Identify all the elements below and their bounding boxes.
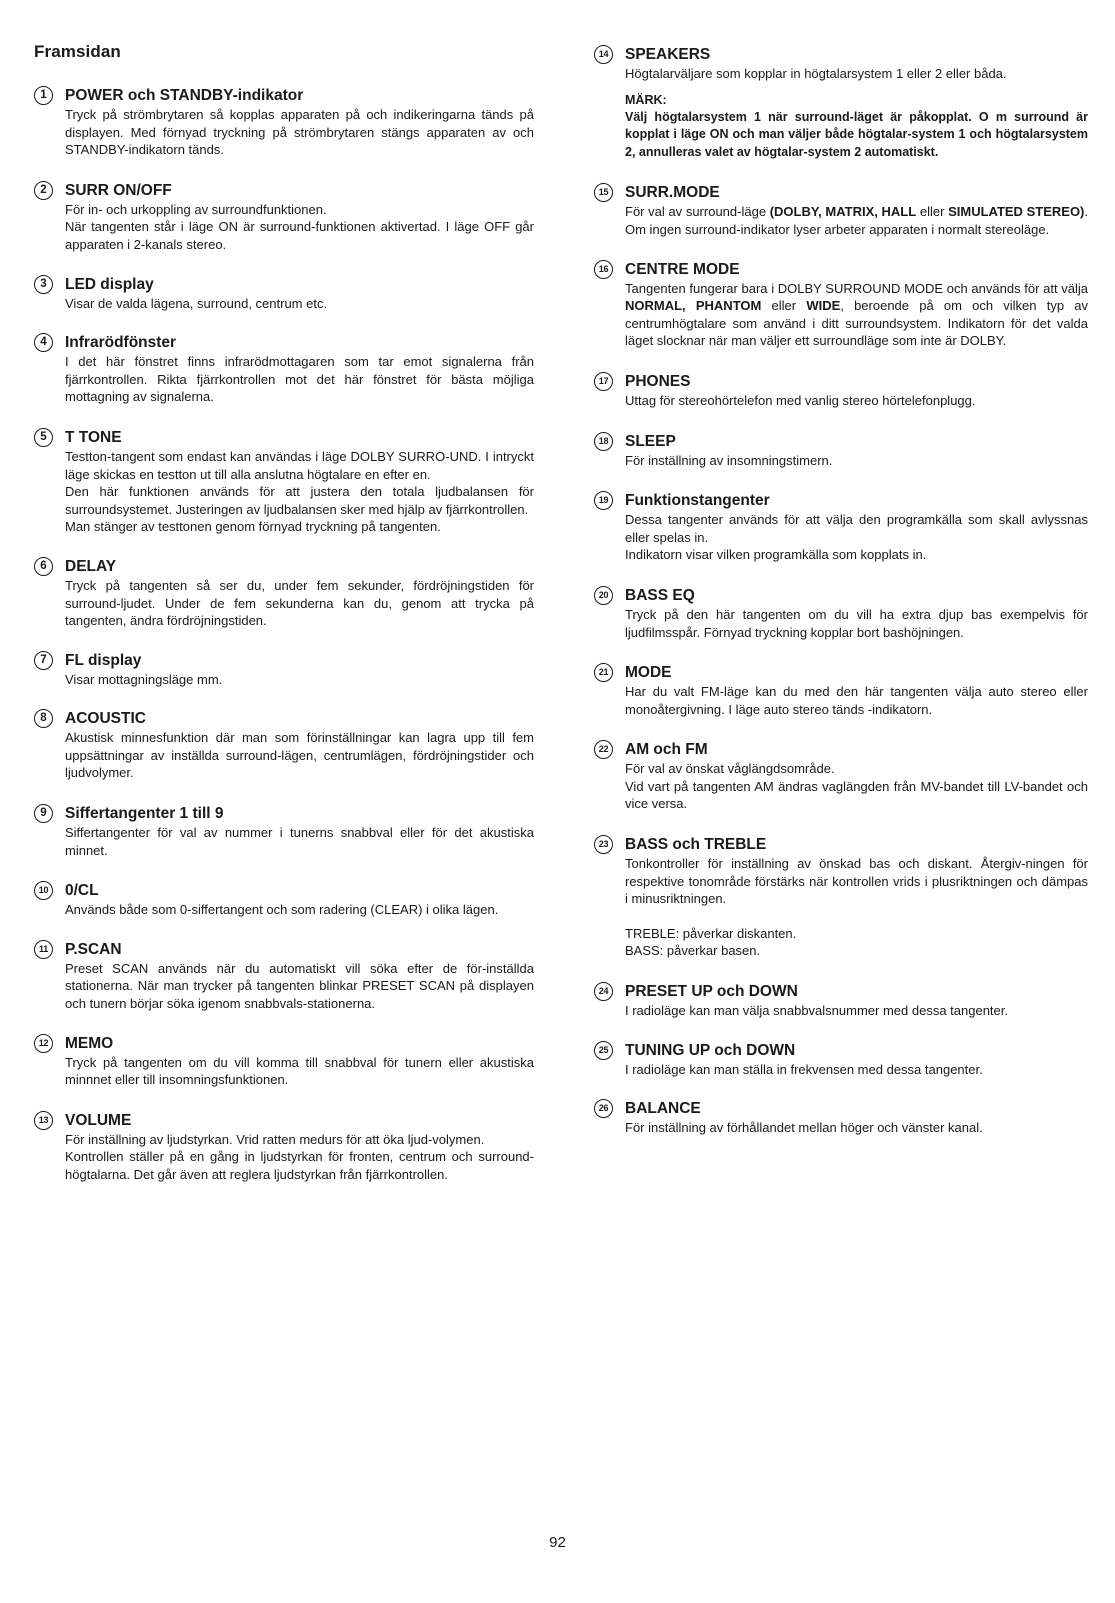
item-number: 19 xyxy=(594,491,613,510)
item-number: 10 xyxy=(34,881,53,900)
item-text: Kontrollen ställer på en gång in ljudstyrkan för fronten, centrum och surround-högtalarna. Det går även att reglera ljudstyrkan från fjärrkontrollen. xyxy=(65,1149,534,1182)
item-title: POWER och STANDBY-indikator xyxy=(65,87,304,104)
item-number: 3 xyxy=(34,275,53,294)
item-title: T TONE xyxy=(65,428,122,446)
item-text: Tryck på strömbrytaren så kopplas apparaten på och indikeringarna tänds på displayen. Med förnyad tryckning på strömbrytaren stängs apparaten av och STANDBY-indikatorn tänds. xyxy=(65,107,534,158)
item-text: Har du valt FM-läge kan du med den här tangenten välja auto stereo eller monoåtergivning. I läge auto stereo tänds -indikatorn. xyxy=(625,684,1088,717)
item-text: Vid vart på tangenten AM ändras vaglängden från MV-bandet till LV-bandet och vice versa. xyxy=(625,778,1088,812)
item-title: BASS och TREBLE xyxy=(625,836,767,854)
item-title: BALANCE xyxy=(625,1100,701,1118)
item-number: 21 xyxy=(594,663,613,682)
list-item xyxy=(34,651,534,689)
item-text: I radioläge kan man ställa in frekvensen med dessa tangenter. xyxy=(625,1061,983,1077)
item-text: Tryck på tangenten så ser du, under fem sekunder, fördröjningstiden för surround-ljudet. Under de fem sekunderna kan du, genom att trycka på tangenten, ändra fördröjningstiden. xyxy=(65,577,534,629)
item-text: För inställning av förhållandet mellan höger och vänster kanal. xyxy=(625,1120,983,1136)
list-item xyxy=(594,260,1088,350)
list-item xyxy=(34,804,534,859)
item-text: Preset SCAN används när du automatiskt vill söka efter de för-inställda stationerna. När man trycker på tangenten blinkar PRESET SCAN på displayen och tunern börjar söka igenom snabbvals-stationerna. xyxy=(65,960,534,1012)
list-item xyxy=(34,881,534,919)
list-item xyxy=(594,183,1088,238)
item-number: 5 xyxy=(34,428,53,447)
item-title: 0/CL xyxy=(65,882,99,900)
item-text: Visar de valda lägena, surround, centrum etc. xyxy=(65,295,328,311)
left-column xyxy=(34,86,534,1184)
item-title: SPEAKERS xyxy=(625,46,711,63)
item-title: P.SCAN xyxy=(65,940,122,958)
list-item xyxy=(594,372,1088,410)
item-number: 24 xyxy=(594,982,613,1001)
item-title: BASS EQ xyxy=(625,586,695,604)
item-text: I radioläge kan man välja snabbvalsnummer med dessa tangenter. xyxy=(625,1003,1008,1019)
list-item xyxy=(594,835,1088,960)
list-item xyxy=(594,45,1088,161)
item-number: 15 xyxy=(594,183,613,202)
item-title: LED display xyxy=(65,275,154,293)
item-text: När tangenten står i läge ON är surround-funktionen aktivertad. I läge OFF går apparaten i 2-kanals stereo. xyxy=(65,219,534,252)
item-text: Testton-tangent som endast kan användas i läge DOLBY SURRO-UND. I intryckt läge skickas en testton ut till alla anslutna högtalare en efter en. xyxy=(65,448,534,482)
list-item xyxy=(34,86,534,159)
item-number: 26 xyxy=(594,1099,613,1118)
item-text: Används både som 0-siffertangent och som radering (CLEAR) i olika lägen. xyxy=(65,902,499,918)
list-item xyxy=(34,275,534,313)
item-title: DELAY xyxy=(65,557,117,575)
item-number: 20 xyxy=(594,586,613,605)
item-text: För inställning av insomningstimern. xyxy=(625,452,833,468)
item-text: För in- och urkoppling av surroundfunktionen. xyxy=(65,201,327,217)
list-item xyxy=(34,709,534,782)
item-number: 25 xyxy=(594,1041,613,1060)
list-item xyxy=(594,586,1088,641)
item-title: TUNING UP och DOWN xyxy=(625,1041,796,1059)
item-title: PRESET UP och DOWN xyxy=(625,983,798,1001)
note-label: MÄRK: xyxy=(625,92,667,107)
item-text: I det här fönstret finns infrarödmottagaren som tar emot signalerna från fjärrkontrollen. Rikta fjärrkontrollen mot det här fönstret för bästa möjliga mottagning av signalerna. xyxy=(65,354,534,405)
page-title: Framsidan xyxy=(34,42,121,61)
list-item xyxy=(34,428,534,536)
item-title: PHONES xyxy=(625,372,691,390)
item-number: 23 xyxy=(594,835,613,854)
item-title: Infrarödfönster xyxy=(65,334,177,352)
item-number: 17 xyxy=(594,372,613,391)
item-number: 22 xyxy=(594,740,613,759)
item-text: Tryck på den här tangenten om du vill ha extra djup bas exempelvis för ljudfilmsspår. Förnyad tryckning kopplar bort bashöjningen. xyxy=(625,606,1088,640)
note-text: Välj högtalarsystem 1 när surround-läget är påkopplat. O m surround är kopplat i läge ON och man väljer både högtalar-system 1 och högtalarsystem 2, annulleras valet av högtalar-system 2 automatiskt. xyxy=(625,109,1088,159)
item-number: 9 xyxy=(34,804,53,823)
item-number: 2 xyxy=(34,181,53,200)
item-number: 14 xyxy=(594,45,613,64)
item-title: CENTRE MODE xyxy=(625,260,740,278)
item-text: Akustisk minnesfunktion där man som förinställningar kan lagra upp till fem uppsättningar av inställda surround-lägen, centrumlägen, fördröjningstider och ljudvolymer. xyxy=(65,730,534,781)
list-item xyxy=(594,663,1088,718)
item-title: MEMO xyxy=(65,1034,114,1052)
item-text: För inställning av ljudstyrkan. Vrid ratten medurs för att öka ljud-volymen. xyxy=(65,1131,485,1147)
item-title: ACOUSTIC xyxy=(65,710,146,728)
item-text: För val av önskat våglängdsområde. xyxy=(625,761,835,777)
list-item xyxy=(34,1034,534,1089)
item-number: 8 xyxy=(34,709,53,728)
list-item xyxy=(594,432,1088,470)
item-number: 13 xyxy=(34,1111,53,1130)
item-text: Dessa tangenter används för att välja den programkälla som skall avlyssnas eller spelas in. xyxy=(625,512,1088,545)
item-text: Siffertangenter för val av nummer i tunerns snabbval eller för det akustiska minnet. xyxy=(65,825,534,858)
list-item xyxy=(34,940,534,1013)
item-number: 12 xyxy=(34,1034,53,1053)
item-number: 4 xyxy=(34,333,53,352)
item-title: SLEEP xyxy=(625,432,676,450)
list-item xyxy=(34,1111,534,1184)
item-number: 7 xyxy=(34,651,53,670)
item-text: Man stänger av testtonen genom förnyad tryckning på tangenten. xyxy=(65,519,441,535)
list-item xyxy=(594,1041,1088,1079)
item-text: Tryck på tangenten om du vill komma till snabbval för tunern eller akustiska minnnet eller till insomningsfunktionen. xyxy=(65,1054,534,1088)
item-title: VOLUME xyxy=(65,1111,132,1129)
list-item xyxy=(594,491,1088,564)
item-number: 18 xyxy=(594,432,613,451)
list-item xyxy=(594,740,1088,813)
item-number: 16 xyxy=(594,260,613,279)
bass-text: BASS: påverkar basen. xyxy=(625,943,761,959)
item-text: Den här funktionen används för att justera den totala ljudbalansen för surroundsystemet. Justeringen av ljudbalansen sker med hjälp av fjärrkontrollen. xyxy=(65,484,534,517)
right-column xyxy=(594,45,1088,1137)
item-text: Tonkontroller för inställning av önskad bas och diskant. Återgiv-ningen för respektive tonområde förstärks när kontrollen vrids i plusriktningen och dämpas i minusriktningen. xyxy=(625,856,1088,907)
item-title: MODE xyxy=(625,664,672,682)
list-item xyxy=(594,1099,1088,1137)
item-title: AM och FM xyxy=(625,741,708,759)
list-item xyxy=(594,982,1088,1020)
list-item xyxy=(34,557,534,630)
item-text: Högtalarväljare som kopplar in högtalarsystem 1 eller 2 eller båda. xyxy=(625,66,1007,81)
item-text: För val av surround-läge (DOLBY, MATRIX, HALL eller SIMULATED STEREO). Om ingen surround-indikator lyser arbeter apparaten i normalt stereoläge. xyxy=(625,204,1089,237)
treble-text: TREBLE: påverkar diskanten. xyxy=(625,925,797,941)
list-item xyxy=(34,333,534,406)
list-item xyxy=(34,181,534,254)
page-number: 92 xyxy=(549,1534,566,1551)
item-title: Siffertangenter 1 till 9 xyxy=(65,805,224,823)
item-title: Funktionstangenter xyxy=(625,492,770,510)
item-text: Tangenten fungerar bara i DOLBY SURROUND MODE och används för att välja NORMAL, PHANTOM eller WIDE, beroende på om och vilken typ av centrumhögtalare som använd i ditt surroundsystem. Indikatorn för det valda läget slocknar när man väljer ett surroundläge som inte är DOLBY. xyxy=(625,280,1088,349)
item-title: SURR ON/OFF xyxy=(65,181,172,199)
item-number: 6 xyxy=(34,557,53,576)
item-text: Uttag för stereohörtelefon med vanlig stereo hörtelefonplugg. xyxy=(625,392,976,408)
item-title: SURR.MODE xyxy=(625,184,720,202)
item-text: Visar mottagningsläge mm. xyxy=(65,671,223,687)
item-title: FL display xyxy=(65,651,142,669)
item-number: 11 xyxy=(34,940,53,959)
item-text: Indikatorn visar vilken programkälla som kopplats in. xyxy=(625,547,927,563)
item-number: 1 xyxy=(34,86,53,105)
